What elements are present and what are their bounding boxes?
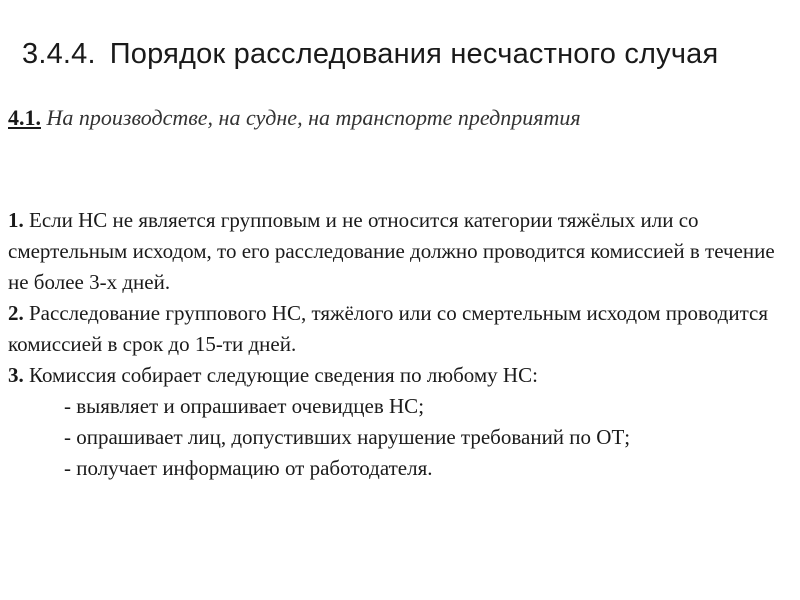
subtitle-number: 4.1. — [8, 105, 41, 130]
section-subtitle — [8, 101, 708, 135]
title-number: 3.4.4. — [22, 38, 96, 70]
bullet-item: - выявляет и опрашивает очевидцев НС; — [64, 394, 425, 418]
item-text: Расследование группового НС, тяжёлого или со смертельным исходом проводится комиссией в срок до 15-ти дней. — [8, 301, 768, 356]
item-number: 3. — [8, 363, 24, 387]
body-text — [8, 205, 798, 484]
title-text: Порядок расследования несчастного случая — [109, 38, 719, 70]
bullet-item: - получает информацию от работодателя. — [64, 456, 433, 480]
list-item — [8, 298, 798, 360]
subtitle-text: На производстве, на судне, на транспорте предприятия — [46, 105, 581, 130]
slide-title — [22, 38, 718, 71]
list-item — [8, 205, 798, 298]
item-number: 2. — [8, 301, 24, 325]
bullet-item: - опрашивает лиц, допустивших нарушение требований по ОТ; — [64, 425, 631, 449]
item-text: Если НС не является групповым и не относится категории тяжёлых или со смертельным исходом, то его расследование должно проводится комиссией в течение не более 3-х дней. — [8, 208, 775, 294]
item-number: 1. — [8, 208, 24, 232]
list-item — [8, 360, 798, 391]
item-text: Комиссия собирает следующие сведения по любому НС: — [29, 363, 538, 387]
